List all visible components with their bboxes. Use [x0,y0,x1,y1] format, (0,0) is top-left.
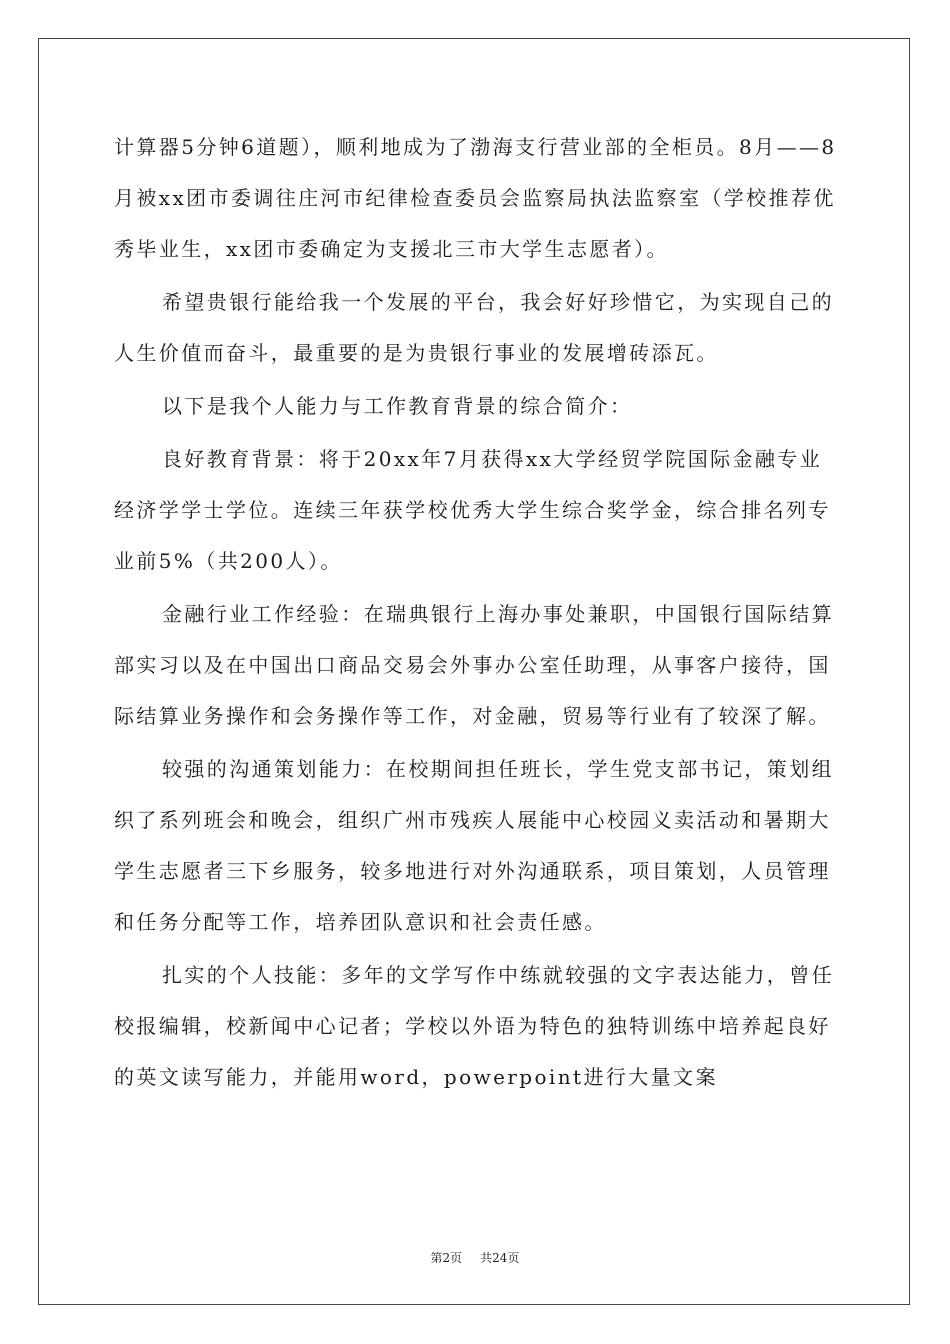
page-footer [0,1249,950,1266]
document-body [114,122,839,1103]
paragraph: 良好教育背景：将于20xx年7月获得xx大学经贸学院国际金融专业经济学学士学位。连续三年获学校优秀大学生综合奖学金，综合排名列专业前5%（共200人）。 [114,447,831,573]
paragraph: 金融行业工作经验：在瑞典银行上海办事处兼职，中国银行国际结算部实习以及在中国出口商品交易会外事办公室任助理，从事客户接待，国际结算业务操作和会务操作等工作，对金融，贸易等行业有了较深了解。 [114,602,834,728]
paragraph: 扎实的个人技能：多年的文学写作中练就较强的文字表达能力，曾任校报编辑，校新闻中心记者；学校以外语为特色的独特训练中培养起良好的英文读写能力，并能用word，powerpoint进行大量文案 [114,963,834,1089]
paragraph: 以下是我个人能力与工作教育背景的综合简介： [162,394,633,418]
paragraph: 较强的沟通策划能力：在校期间担任班长，学生党支部书记，策划组织了系列班会和晚会，组织广州市残疾人展能中心校园义卖活动和暑期大学生志愿者三下乡服务，较多地进行对外沟通联系，项目策划，人员管理和任务分配等工作，培养团队意识和社会责任感。 [114,757,834,934]
page-total: 共24页 [480,1251,520,1265]
page-number: 第2页 [430,1251,463,1265]
paragraph: 计算器5分钟6道题），顺利地成为了渤海支行营业部的全柜员。8月——8月被xx团市委调往庄河市纪律检查委员会监察局执法监察室（学校推荐优秀毕业生，xx团市委确定为支援北三市大学生志愿者）。 [114,135,837,261]
paragraph: 希望贵银行能给我一个发展的平台，我会好好珍惜它，为实现自己的人生价值而奋斗，最重要的是为贵银行事业的发展增砖添瓦。 [114,290,834,365]
